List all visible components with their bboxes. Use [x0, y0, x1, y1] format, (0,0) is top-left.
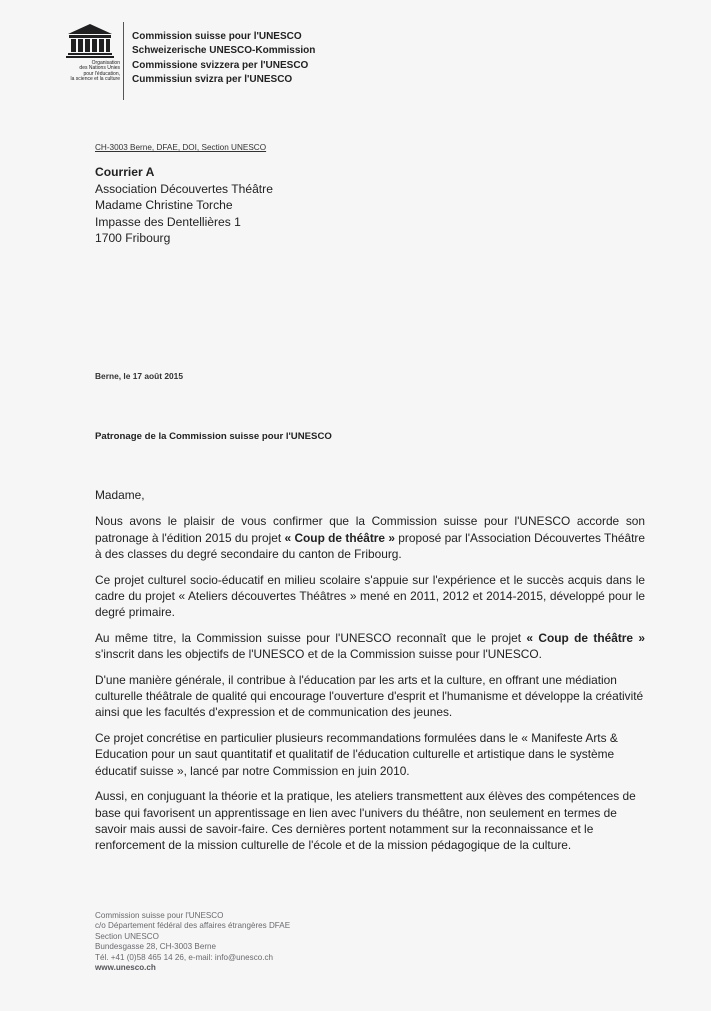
- commission-name-de: Schweizerische UNESCO-Kommission: [132, 45, 316, 57]
- footer-line: c/o Département fédéral des affaires étrangères DFAE: [95, 921, 291, 931]
- commission-name-fr: Commission suisse pour l'UNESCO: [132, 31, 302, 42]
- footer-line: Bundesgasse 28, CH-3003 Berne: [95, 942, 217, 952]
- letterhead-divider: [123, 22, 124, 100]
- greeting: Madame,: [95, 488, 145, 502]
- paragraph-4: D'une manière générale, il contribue à l'éducation par les arts et la culture, en offrant une médiation culturelle théâtrale de qualité qui encourage l'ouverture d'esprit et l'humanisme et développe la créativité ainsi que les facultés d'expression et de communication des jeunes.: [95, 672, 644, 720]
- paragraph-2: Ce projet culturel socio-éducatif en milieu scolaire s'appuie sur l'expérience et le succès acquis dans le cadre du projet « Ateliers découvertes Théâtres » mené en 2011, 2012 et 2014-2015, développé pour le degré primaire.: [95, 572, 645, 620]
- footer-line: Tél. +41 (0)58 465 14 26, e-mail: info@unesco.ch: [95, 952, 274, 962]
- project-title: « Coup de théâtre »: [284, 530, 395, 545]
- unesco-logo: [60, 24, 120, 83]
- commission-names: [132, 30, 315, 87]
- recipient-line: Madame Christine Torche: [95, 198, 233, 213]
- footer-line: Section UNESCO: [95, 931, 159, 941]
- letter-body: [95, 487, 645, 863]
- footer-line: Commission suisse pour l'UNESCO: [95, 911, 224, 920]
- letter-date: Berne, le 17 août 2015: [95, 371, 183, 381]
- paragraph-6: Aussi, en conjuguant la théorie et la pratique, les ateliers transmettent aux élèves des compétences de base qui favorisent un apprentissage en lien avec l'univers du théâtre, non seulement en termes de savoir mais aussi de savoir-faire. Ces dernières portent notamment sur la reconnaissance et le renforcement de la mission culturelle de l'école et de la mission pédagogique de la culture.: [95, 789, 636, 853]
- letter-subject: Patronage de la Commission suisse pour l'UNESCO: [95, 431, 332, 442]
- recipient-line: 1700 Fribourg: [95, 231, 171, 246]
- commission-name-rm: Cummissiun svizra per l'UNESCO: [132, 73, 293, 85]
- paragraph-3: Au même titre, la Commission suisse pour l'UNESCO reconnaît que le projet « Coup de théâtre » s'inscrit dans les objectifs de l'UNESCO et de la Commission suisse pour l'UNESCO.: [95, 630, 645, 662]
- commission-name-it: Commissione svizzera per l'UNESCO: [132, 59, 309, 71]
- paragraph-5: Ce projet concrétise en particulier plusieurs recommandations formulées dans le « Manifeste Arts & Education pour un saut quantitatif et qualitatif de l'éducation culturelle et artistique dans le système éducatif suisse », lancé par notre Commission en juin 2010.: [95, 730, 618, 778]
- letter-footer: [95, 911, 290, 973]
- recipient-address: [95, 164, 273, 247]
- recipient-line: Impasse des Dentellières 1: [95, 214, 241, 229]
- recipient-line: Association Découvertes Théâtre: [95, 181, 273, 196]
- sender-return-address: CH-3003 Berne, DFAE, DOI, Section UNESCO: [95, 143, 267, 152]
- unesco-temple-icon: [66, 24, 114, 58]
- unesco-logo-caption: Organisation des Nations Unies pour l'éducation, la science et la culture: [70, 60, 120, 83]
- project-title: « Coup de théâtre »: [526, 630, 645, 645]
- paragraph-1: Nous avons le plaisir de vous confirmer que la Commission suisse pour l'UNESCO accorde son patronage à l'édition 2015 du projet « Coup de théâtre » proposé par l'Association Découvertes Théâtre à des classes du degré secondaire du canton de Fribourg.: [95, 514, 645, 562]
- footer-website: www.unesco.ch: [95, 963, 156, 973]
- mail-class: Courrier A: [95, 165, 155, 179]
